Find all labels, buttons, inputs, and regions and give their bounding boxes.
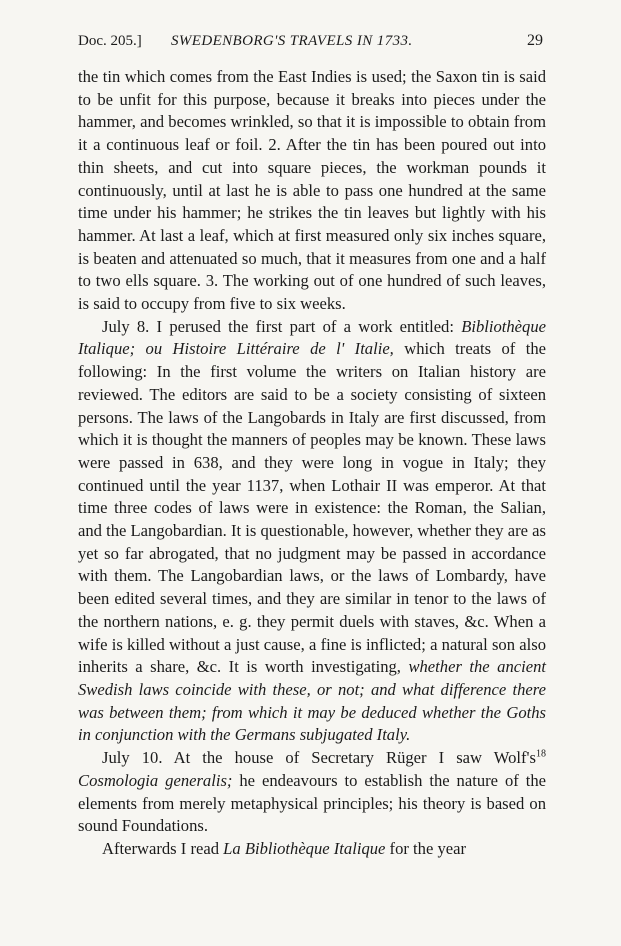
paragraph-text: for the year (385, 838, 467, 858)
doc-reference: Doc. 205.] (78, 33, 142, 49)
footnote-marker: 18 (536, 748, 546, 760)
italic-work-title: La Bibliothèque Italique (223, 838, 386, 858)
italic-question: whether the ancient Swedish laws coincide with these, or not; and what difference there was between them; from which it may be deduced whether the Goths in conjunction with the Germans subjugated Italy. (78, 657, 546, 745)
paragraph-text: the tin which comes from the East Indies is used; the Saxon tin is said to be unfit for this purpose, because it breaks into pieces under the hammer, and becomes wrinkled, so that it is impossible to obtain from it a continuous leaf or foil. 2. After the tin has been poured out into thin sheets, and cut into square pieces, the workman pounds it continuously, until at last he is able to pass one hundred at the same time under his hammer; he strikes the tin leaves but lightly with his hammer. At last a leaf, which at first measured only six inches square, is beaten and attenuated so much, that it measures from one and a half to two ells square. 3. The working out of one hundred of such leaves, is said to occupy from five to six weeks. (78, 67, 546, 314)
paragraph-july-10 (78, 747, 546, 838)
italic-work-title: Cosmologia generalis; (78, 770, 233, 790)
body-text (78, 66, 546, 861)
paragraph-text: Afterwards I read (102, 838, 224, 858)
paragraph-afterwards (78, 838, 546, 861)
running-header (78, 30, 543, 52)
page-number: 29 (527, 32, 543, 49)
paragraph-tin-foil (78, 66, 546, 316)
paragraph-text: which treats of the following: In the first volume the writers on Italian history are reviewed. The editors are said to be a society consisting of sixteen persons. The laws of the Langobards in Italy are first discussed, from which it is thought the manners of peoples may be known. These laws were passed in 638, and they were long in vogue in Italy; they continued until the year 1137, when Lothair II was emperor. At that time three codes of laws were in existence: the Roman, the Salian, and the Langobardian. It is questionable, however, whether they are as yet so far abrogated, that no judgment may be passed in accordance with them. The Langobardian laws, or the laws of Lombardy, have been edited several times, and they are similar in tenor to the laws of the northern nations, e. g. they permit duels with staves, &c. When a wife is killed without a just cause, a fine is inflicted; a natural son also inherits a share, &c. It is worth investigating, (78, 339, 546, 677)
running-title: SWEDENBORG'S TRAVELS IN 1733. (171, 33, 413, 49)
paragraph-text: July 10. At the house of Secretary Rüger I saw Wolf's (102, 748, 536, 768)
italic-work-title: Bibliothèque Italique; ou Histoire Littéraire de l' Italie, (78, 316, 546, 359)
paragraph-july-8 (78, 316, 546, 747)
paragraph-text: he endeavours to establish the nature of the elements from merely metaphysical principles; his theory is based on sound Foundations. (78, 770, 546, 836)
paragraph-text: July 8. I perused the first part of a work entitled: (102, 316, 462, 336)
